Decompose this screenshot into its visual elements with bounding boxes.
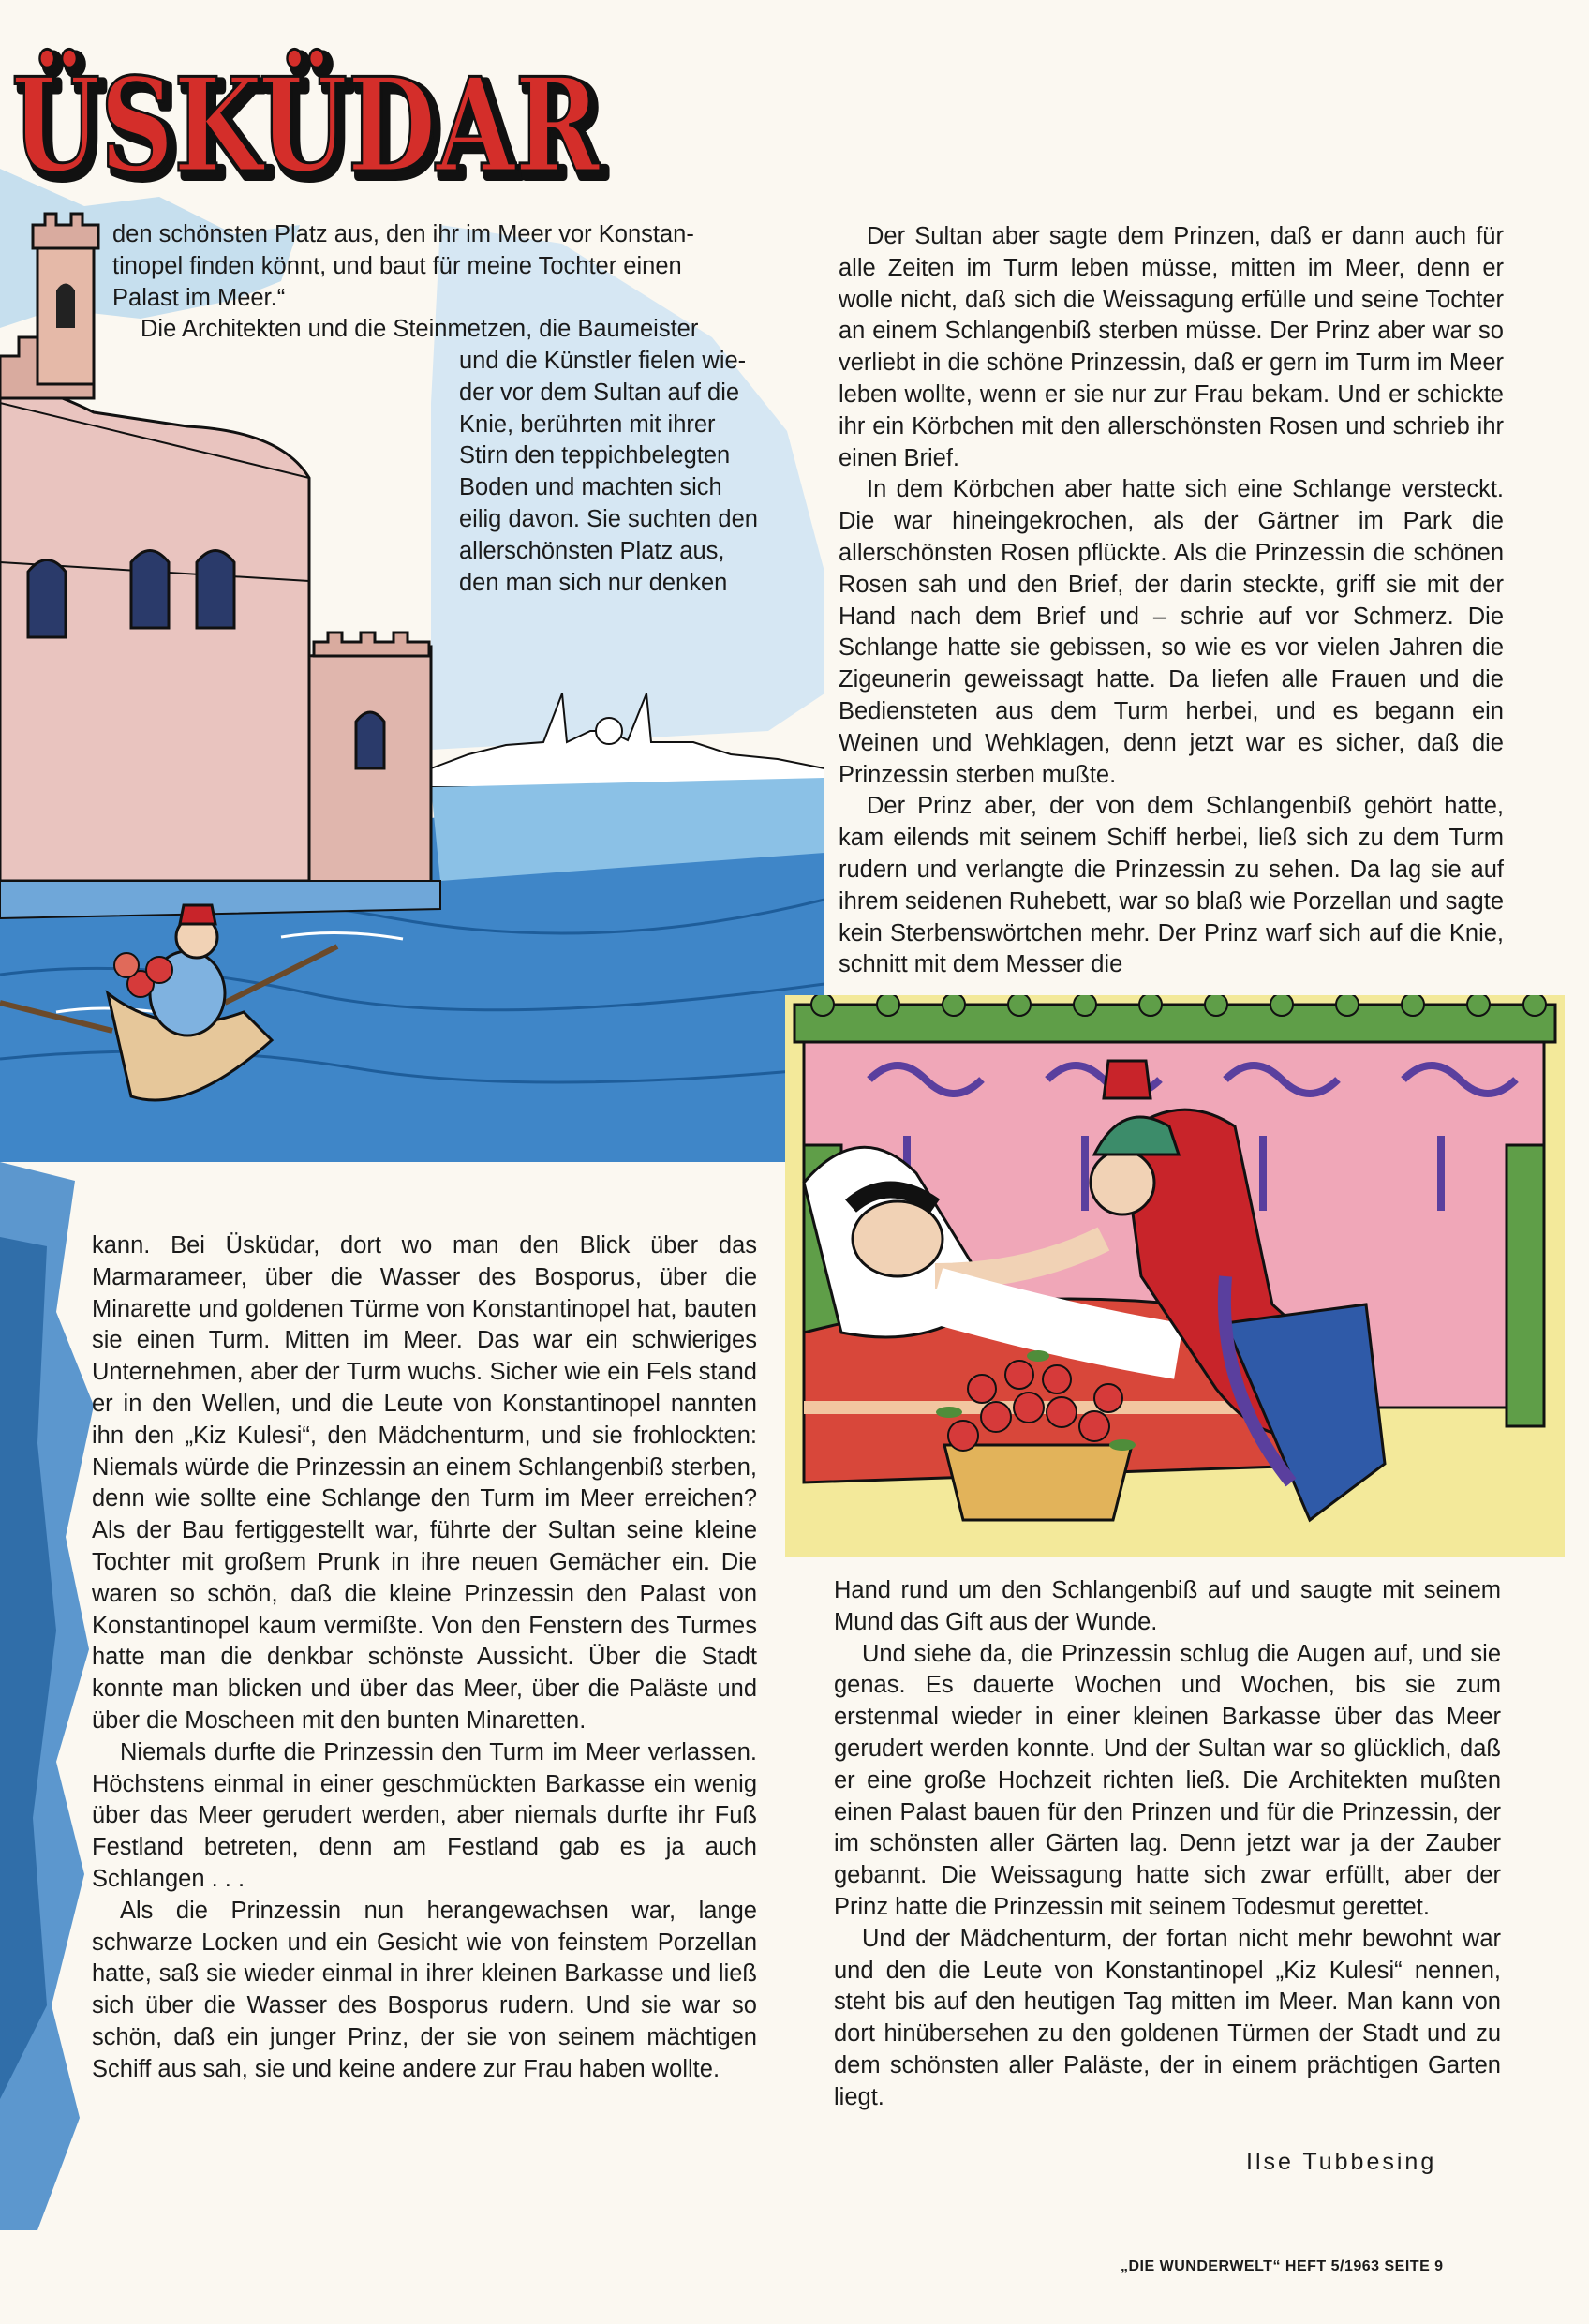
text-line: den man sich nur denken [459, 569, 728, 596]
text-line: und die Künstler fielen wie- [459, 348, 747, 374]
page-title-text: ÜSKÜDAR [11, 49, 601, 197]
text-line: Boden und machten sich [459, 474, 722, 501]
text-line: eilig davon. Sie suchten den [459, 505, 758, 532]
text-line: Palast im Meer.“ [112, 284, 286, 311]
paragraph: Als die Prinzessin nun herangewachsen war, lange schwarze Locken und ein Gesicht wie von feinstem Porzellan hatte, saß sie wieder einmal in ihrer kleinen Barkasse und ließ sich über die Wasser des Bosporus rudern. Und sie war so schön, daß ein junger Prinz, der sie von seinem mächtigen Schiff aus sah, sie und keine andere zur Frau haben wollte. [92, 1897, 757, 2082]
text-line: tinopel finden könnt, und baut für meine Tochter einen [112, 252, 682, 279]
left-lower-text [92, 1230, 757, 2086]
author-byline: Ilse Tubbesing [1246, 2149, 1437, 2175]
right-lower-text [834, 1575, 1501, 2114]
right-upper-text [839, 221, 1504, 981]
paragraph: Und der Mädchenturm, der fortan nicht mehr bewohnt war und den die Leute von Konstantinopel „Kiz Kulesi“ nennen, steht bis auf den heutigen Tag mitten im Meer. Man kann von dort hinübersehen zu den goldenen Türmen der Stadt und zu dem schönsten aller Paläste, der in einem prächtigen Garten liegt. [834, 1925, 1501, 2110]
paragraph: Und siehe da, die Prinzessin schlug die Augen auf, und sie genas. Es dauerte Wochen und Wochen, bis sie zum erstenmal wieder in einer kleinen Barkasse über das Meer gerudert werden konnte. Und der Sultan war so glücklich, daß er eine große Hochzeit richten ließ. Die Architekten mußten einen Palast bauen für den Prinzen und für die Prinzessin, der im schönsten aller Gärten lag. Denn jetzt war ja der Zauber gebannt. Die Weissagung hatte sich zwar erfüllt, aber der Prinz hatte die Prinzessin mit seinem Todesmut gerettet. [834, 1640, 1501, 1920]
text-line: Die Architekten und die Steinmetzen, die Baumeister [141, 316, 699, 343]
paragraph: In dem Körbchen aber hatte sich eine Schlange versteckt. Die war hineingekrochen, als der Gärtner im Park die allerschönsten Rosen pflückte. Als die Prinzessin die schönen Rosen sah und den Brief, der darin steckte, griff sie mit der Hand nach dem Brief und – schrie auf vor Schmerz. Die Schlange hatte sie gebissen, so wie es vor vielen Jahren die Zigeunerin geweissagt hatte. Da liefen alle Frauen und die Bediensteten aus dem Turm herbei, und es begann ein Weinen und Wehklagen, denn jetzt war es sicher, daß die Prinzessin sterben mußte. [839, 476, 1504, 788]
text-line: der vor dem Sultan auf die [459, 379, 740, 406]
prince-princess-illustration [785, 995, 1565, 1557]
left-narrow-text [459, 346, 778, 599]
paragraph: Hand rund um den Schlangenbiß auf und saugte mit seinem Mund das Gift aus der Wunde. [834, 1577, 1501, 1635]
page-title-shadow: ÜSKÜDAR [17, 54, 607, 197]
paragraph: kann. Bei Üsküdar, dort wo man den Blick über das Marmarameer, über die Wasser des Bosporus, über die Minarette und goldenen Türme von Konstantinopel hat, bauten sie einen Turm. Mitten im Meer. Das war ein schwieriges Unternehmen, aber der Turm wuchs. Sicher wie ein Fels stand er in den Wellen, und die Leute von Konstantinopel nannten ihn den „Kiz Kulesi“, den Mädchenturm, und sie frohlockten: Niemals würde die Prinzessin an einem Schlangenbiß sterben, denn wie sollte eine Schlange den Turm im Meer erreichen? Als der Bau fertiggestellt war, führte der Sultan seine kleine Tochter mit großem Prunk in ihre neuen Gemächer ein. Die waren so schön, daß die kleine Prinzessin den Palast von Konstantinopel kaum vermißte. Von den Fenstern des Turmes hatte man die denkbar schönste Aussicht. Über die Stadt konnte man blicken und über das Meer, über die Paläste und über die Moscheen mit den bunten Minaretten. [92, 1232, 757, 1734]
paragraph: Der Prinz aber, der von dem Schlangenbiß gehört hatte, kam eilends mit seinem Schiff herbei, ließ sich zu dem Turm rudern und verlangte die Prinzessin zu sehen. Da lag sie auf ihrem seidenen Ruhebett, war so blaß wie Porzellan und sagte kein Sterbenswörtchen mehr. Der Prinz warf sich auf die Knie, schnitt mit dem Messer die [839, 793, 1504, 978]
left-intro-text [112, 219, 780, 346]
text-line: allerschönsten Platz aus, [459, 537, 725, 564]
paragraph: Niemals durfte die Prinzessin den Turm im Meer verlassen. Höchstens einmal in einer geschmückten Barkasse ein wenig über das Meer gerudert werden, aber niemals durfte ihr Fuß Festland betreten, denn am Festland gab es ja auch Schlangen . . . [92, 1738, 757, 1892]
text-line: den schönsten Platz aus, den ihr im Meer vor Konstan- [112, 221, 694, 247]
page-footer: „DIE WUNDERWELT“ HEFT 5/1963 SEITE 9 [1121, 2258, 1444, 2274]
text-line: Stirn den teppichbelegten [459, 442, 731, 469]
paragraph: Der Sultan aber sagte dem Prinzen, daß er dann auch für alle Zeiten im Turm leben müsse, mitten im Meer, denn er wolle nicht, daß sich die Weissagung erfülle und seine Tochter an einem Schlangenbiß sterben müsse. Der Prinz aber war so verliebt in die schöne Prinzessin, daß er gern im Turm im Meer leben wollte, wenn er sie nur zur Frau bekam. Und er schickte ihr ein Körbchen mit den allerschönsten Rosen und schrieb ihr einen Brief. [839, 223, 1504, 471]
text-line: Knie, berührten mit ihrer [459, 410, 716, 438]
